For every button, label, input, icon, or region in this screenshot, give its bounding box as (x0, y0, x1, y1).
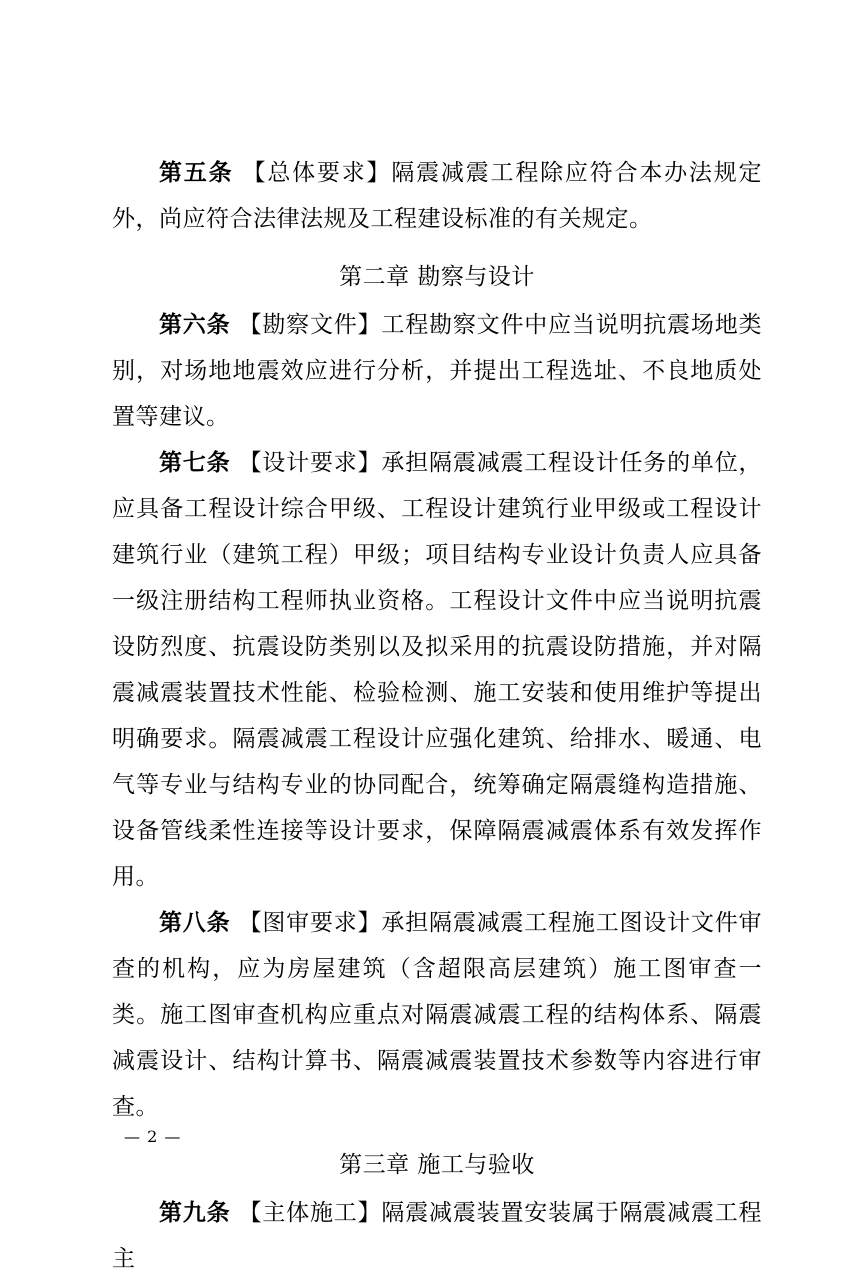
article-7 (112, 440, 762, 900)
article-6-number: 第六条 (159, 312, 231, 338)
chapter-2-heading (112, 254, 762, 300)
article-5 (112, 150, 762, 242)
article-7-text: 承担隔震减震工程设计任务的单位，应具备工程设计综合甲级、工程设计建筑行业甲级或工程设计建筑行业（建筑工程）甲级；项目结构专业设计负责人应具备一级注册结构工程师执业资格。工程设计文件中应当说明抗震设防烈度、抗震设防类别以及拟采用的抗震设防措施，并对隔震减震装置技术性能、检验检测、施工安装和使用维护等提出明确要求。隔震减震工程设计应强化建筑、给排水、暖通、电气等专业与结构专业的协同配合，统筹确定隔震缝构造措施、设备管线柔性连接等设计要求，保障隔震减震体系有效发挥作用。 (112, 450, 763, 890)
article-8-number: 第八条 (159, 910, 231, 936)
chapter-3-number: 第三章 (339, 1152, 410, 1178)
article-6-text: 工程勘察文件中应当说明抗震场地类别，对场地地震效应进行分析，并提出工程选址、不良地质处置等建议。 (112, 312, 763, 430)
article-8 (112, 900, 762, 1130)
chapter-2-number: 第二章 (339, 264, 410, 290)
document-body (112, 150, 762, 1282)
article-6-title: 【勘察文件】 (238, 312, 382, 338)
chapter-3-title: 施工与验收 (417, 1152, 535, 1178)
chapter-3-heading (112, 1142, 762, 1188)
article-9-title: 【主体施工】 (238, 1200, 382, 1226)
article-8-text: 承担隔震减震工程施工图设计文件审查的机构，应为房屋建筑（含超限高层建筑）施工图审查一类。施工图审查机构应重点对隔震减震工程的结构体系、隔震减震设计、结构计算书、隔震减震装置技术参数等内容进行审查。 (112, 910, 763, 1120)
article-5-number: 第五条 (159, 160, 234, 186)
article-7-number: 第七条 (159, 450, 231, 476)
chapter-2-title: 勘察与设计 (417, 264, 535, 290)
article-5-title: 【总体要求】 (242, 160, 392, 186)
page-number: — 2 — (124, 1127, 182, 1146)
article-9-text: 隔震减震装置安装属于隔震减震工程主 (112, 1200, 763, 1272)
article-5-text: 隔震减震工程除应符合本办法规定外，尚应符合法律法规及工程建设标准的有关规定。 (112, 160, 763, 232)
article-6 (112, 302, 762, 440)
article-9 (112, 1190, 762, 1282)
article-8-title: 【图审要求】 (238, 910, 382, 936)
article-7-title: 【设计要求】 (238, 450, 382, 476)
article-9-number: 第九条 (159, 1200, 231, 1226)
